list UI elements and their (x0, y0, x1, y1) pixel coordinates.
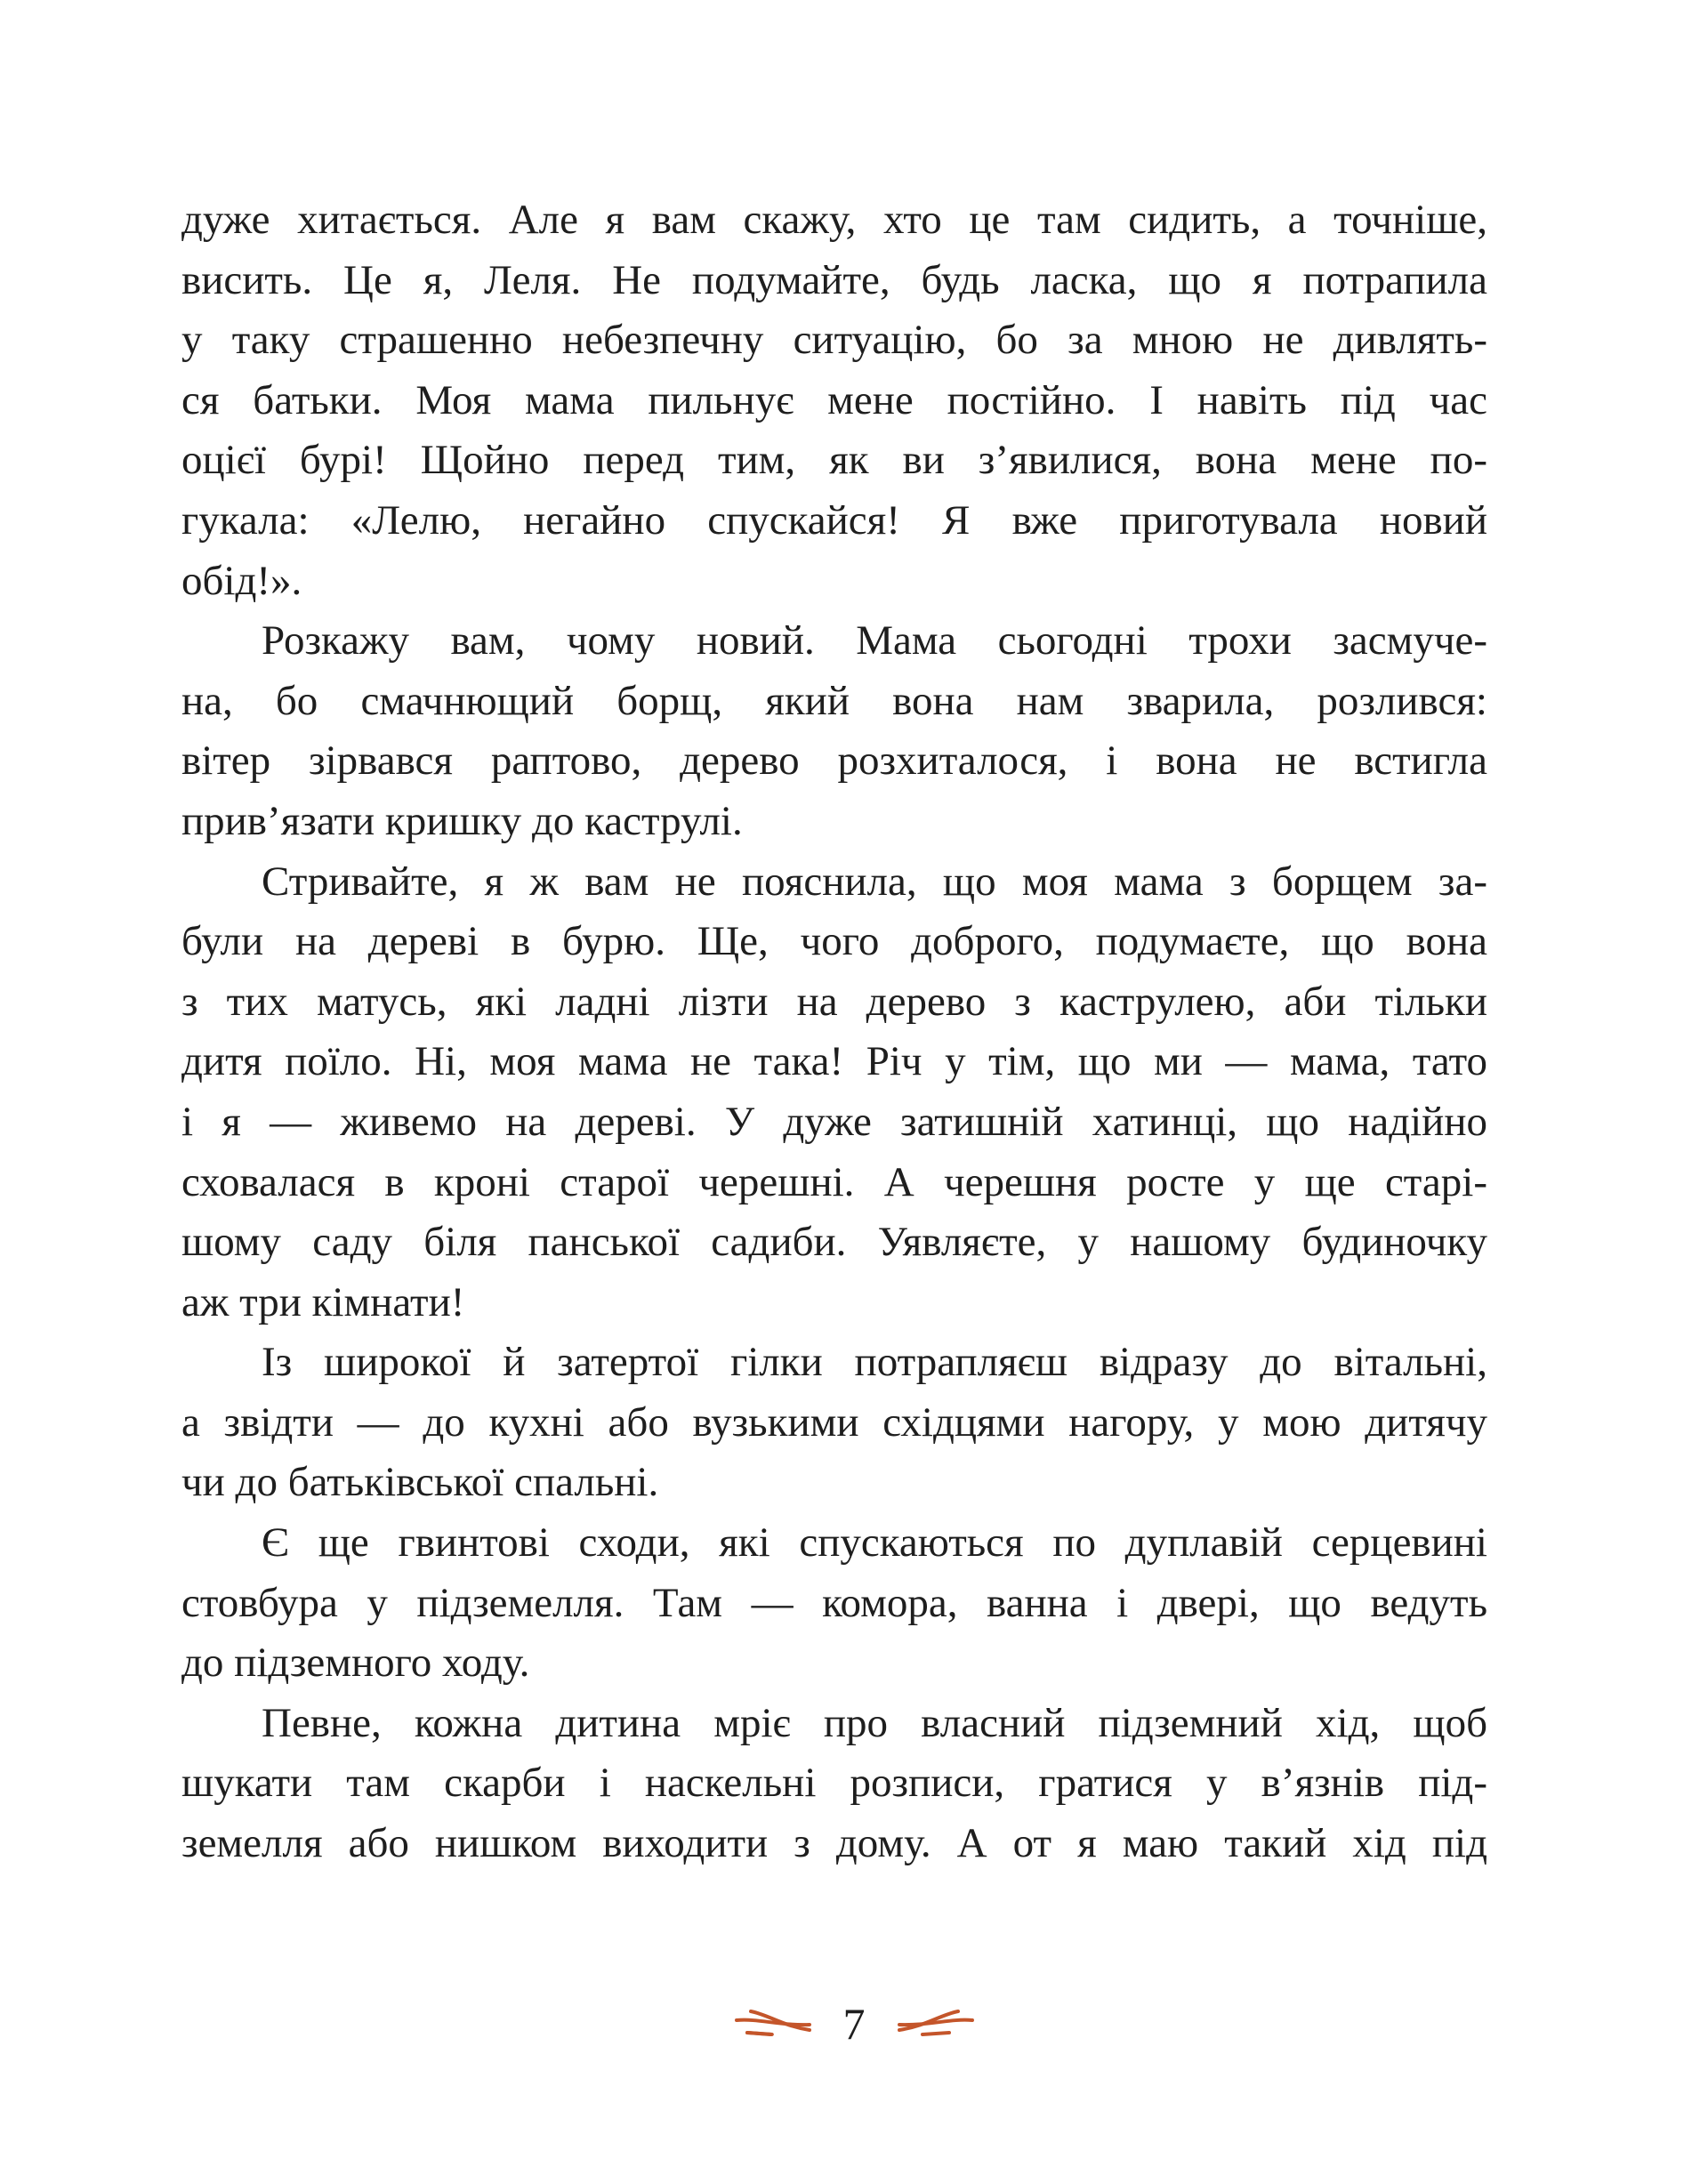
text-line: Стривайте, я ж вам не пояснила, що моя мама з борщем за- (262, 858, 1487, 905)
text-line: земелля або нишком виходити з дому. А от я маю такий хід під (181, 1820, 1487, 1867)
text-line: з тих матусь, які ладні лізти на дерево з каструлею, аби тільки (181, 978, 1487, 1025)
text-line: Певне, кожна дитина мріє про власний підземний хід, щоб (262, 1699, 1487, 1746)
text-line: стовбура у підземелля. Там — комора, ванна і двері, що ведуть (181, 1579, 1487, 1626)
text-line: прив’язати кришку до каструлі. (181, 797, 743, 844)
page-footer (0, 1993, 1708, 2055)
text-line: дуже хитається. Але я вам скажу, хто це там сидить, а точніше, (181, 197, 1487, 243)
text-line: гукала: «Лелю, негайно спускайся! Я вже приготувала новий (181, 496, 1487, 544)
text-line: висить. Це я, Леля. Не подумайте, будь ласка, що я потрапила (181, 256, 1487, 303)
text-line: аж три кімнати! (181, 1278, 465, 1325)
text-line: ся батьки. Моя мама пильнує мене постійно. І навіть під час (181, 376, 1487, 423)
text-line: вітер зірвався раптово, дерево розхиталося, і вона не встигла (181, 737, 1487, 785)
text-line: шому саду біля панської садиби. Уявляєте, у нашому будиночку (181, 1219, 1487, 1266)
text-line: на, бо смачнющий борщ, який вона нам зварила, розлився: (181, 677, 1487, 724)
text-line: шукати там скарби і наскельні розписи, гратися у в’язнів під- (181, 1760, 1487, 1807)
text-line: чи до батьківської спальні. (181, 1459, 659, 1506)
wave-lines-right-icon (896, 2006, 976, 2042)
text-line: Із широкої й затертої гілки потрапляєш відразу до вітальні, (262, 1339, 1487, 1386)
text-line: до підземного ходу. (181, 1639, 530, 1687)
text-line: і я — живемо на дереві. У дуже затишній хатинці, що надійно (181, 1098, 1487, 1145)
text-line: були на дереві в бурю. Ще, чого доброго, подумаєте, що вона (181, 918, 1487, 965)
text-line: Розкажу вам, чому новий. Мама сьогодні трохи засмуче- (262, 617, 1487, 665)
text-line: Є ще гвинтові сходи, які спускаються по дуплавій серцевині (262, 1519, 1487, 1567)
wave-lines-left-icon (733, 2006, 813, 2042)
text-line: у таку страшенно небезпечну ситуацію, бо за мною не дивлять- (181, 317, 1487, 364)
text-line: а звідти — до кухні або вузькими східцями нагору, у мою дитячу (181, 1398, 1487, 1446)
body-text (181, 190, 1487, 1874)
text-line: оцієї бурі! Щойно перед тим, як ви з’явилися, вона мене по- (181, 437, 1487, 484)
page-number: 7 (842, 1999, 866, 2049)
text-line: дитя поїло. Ні, моя мама не така! Річ у тім, що ми — мама, тато (181, 1038, 1487, 1085)
text-line: обід!». (181, 557, 302, 604)
text-line: сховалася в кроні старої черешні. А черешня росте у ще старі- (181, 1158, 1487, 1205)
